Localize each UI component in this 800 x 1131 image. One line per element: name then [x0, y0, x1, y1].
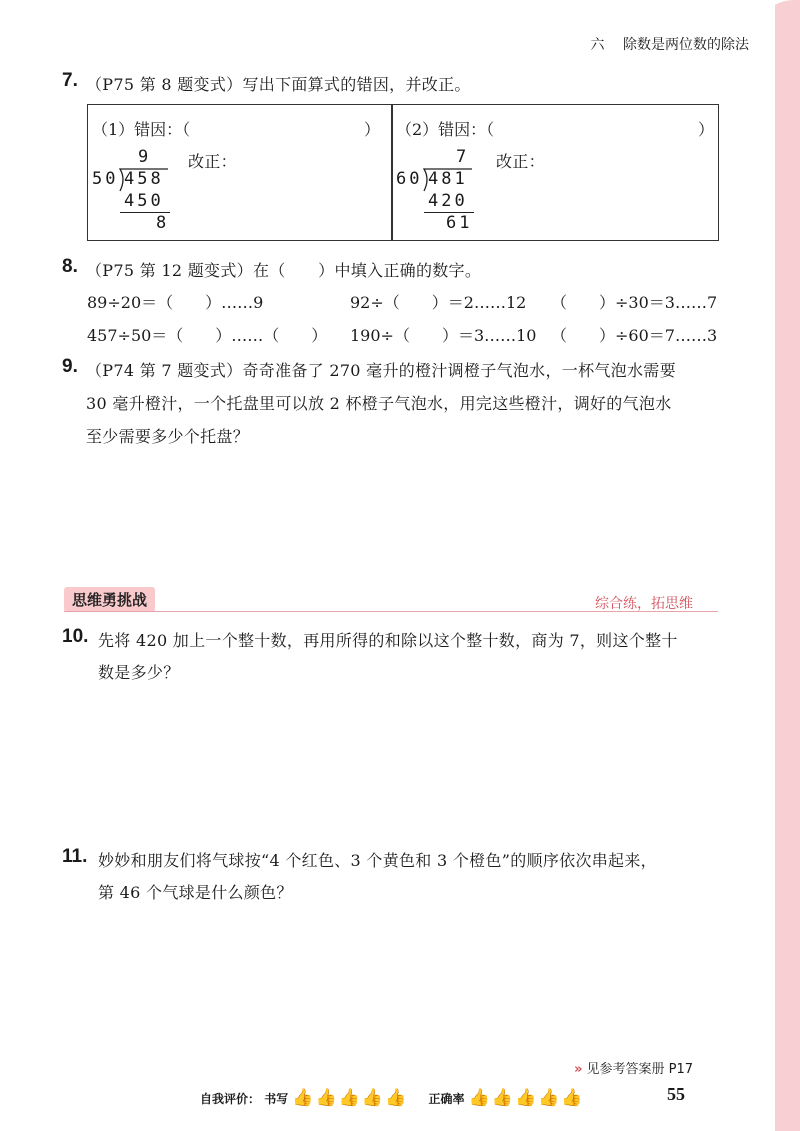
writing-thumbs-up-icons: 👍👍👍👍👍 [292, 1088, 409, 1108]
left-product: 450 [124, 191, 164, 211]
self-eval-label: 自我评价： [200, 1092, 261, 1106]
question-11-line-1: 妙妙和朋友们将气球按“4 个红色、3 个黄色和 3 个橙色”的顺序依次串起来， [98, 851, 657, 870]
question-9-line-3: 至少需要多少个托盘？ [86, 427, 250, 446]
question-8-text: （P75 第 12 题变式）在（ ）中填入正确的数字。 [86, 261, 482, 280]
accuracy-thumbs-up-icons: 👍👍👍👍👍 [468, 1088, 585, 1108]
question-9-line-1: （P74 第 7 题变式）奇奇准备了 270 毫升的橙汁调橙子气泡水，一杯气泡水需要 [86, 361, 676, 380]
box-divider [391, 105, 393, 240]
question-11-number: 11. [62, 846, 88, 867]
right-error-label: （2）错因：（ [396, 120, 495, 139]
double-chevron-icon: » [574, 1062, 583, 1077]
question-10-line-1: 先将 420 加上一个整十数，再用所得的和除以这个整十数，商为 7，则这个整十 [98, 631, 678, 650]
answer-reference [574, 1058, 693, 1077]
left-divisor: 50 [92, 169, 119, 189]
question-9-line-2: 30 毫升橙汁，一个托盘里可以放 2 杯橙子气泡水，用完这些橙汁，调好的气泡水 [86, 394, 672, 413]
right-quotient: 7 [456, 147, 470, 167]
fill-blank-1-2: 92÷（ ）＝2……12 [350, 293, 527, 312]
question-10-number: 10. [62, 626, 89, 647]
question-11-line-2: 第 46 个气球是什么颜色？ [98, 883, 293, 902]
right-dividend: 481 [428, 169, 468, 189]
right-remainder: 61 [446, 213, 473, 233]
left-quotient: 9 [138, 147, 152, 167]
page-number: 55 [667, 1084, 685, 1104]
right-divisor: 60 [396, 169, 423, 189]
right-correct-label: 改正： [496, 152, 545, 171]
section-title-badge: 思维勇挑战 [64, 587, 155, 612]
error-analysis-box [87, 104, 719, 241]
fill-blank-2-2: 190÷（ ）＝3……10 [350, 326, 537, 345]
left-remainder: 8 [156, 213, 170, 233]
section-tag: 综合练，拓思维 [595, 596, 693, 612]
chapter-header [591, 34, 749, 54]
chapter-title: 除数是两位数的除法 [623, 37, 749, 53]
question-10-line-2: 数是多少？ [98, 663, 180, 682]
accuracy-label: 正确率 [428, 1092, 465, 1106]
left-dividend: 458 [124, 169, 164, 189]
question-7-number: 7. [62, 70, 78, 91]
right-error-close: ） [698, 120, 715, 139]
self-evaluation [200, 1088, 584, 1108]
left-error-close: ） [364, 120, 381, 139]
fill-blank-2-1: 457÷50＝（ ）……（ ） [87, 326, 328, 345]
fill-blank-1-1: 89÷20＝（ ）……9 [87, 293, 264, 312]
question-8-number: 8. [62, 256, 78, 277]
right-product: 420 [428, 191, 468, 211]
left-error-label: （1）错因：（ [92, 120, 191, 139]
chapter-number: 六 [590, 37, 605, 53]
left-correct-label: 改正： [188, 152, 237, 171]
question-7-text: （P75 第 8 题变式）写出下面算式的错因，并改正。 [86, 75, 471, 94]
writing-label: 书写 [264, 1092, 289, 1106]
fill-blank-1-3: （ ）÷30＝3……7 [551, 293, 718, 312]
fill-blank-2-3: （ ）÷60＝7……3 [551, 326, 718, 345]
answer-reference-text: 见参考答案册 P17 [586, 1062, 693, 1077]
question-9-number: 9. [62, 356, 78, 377]
